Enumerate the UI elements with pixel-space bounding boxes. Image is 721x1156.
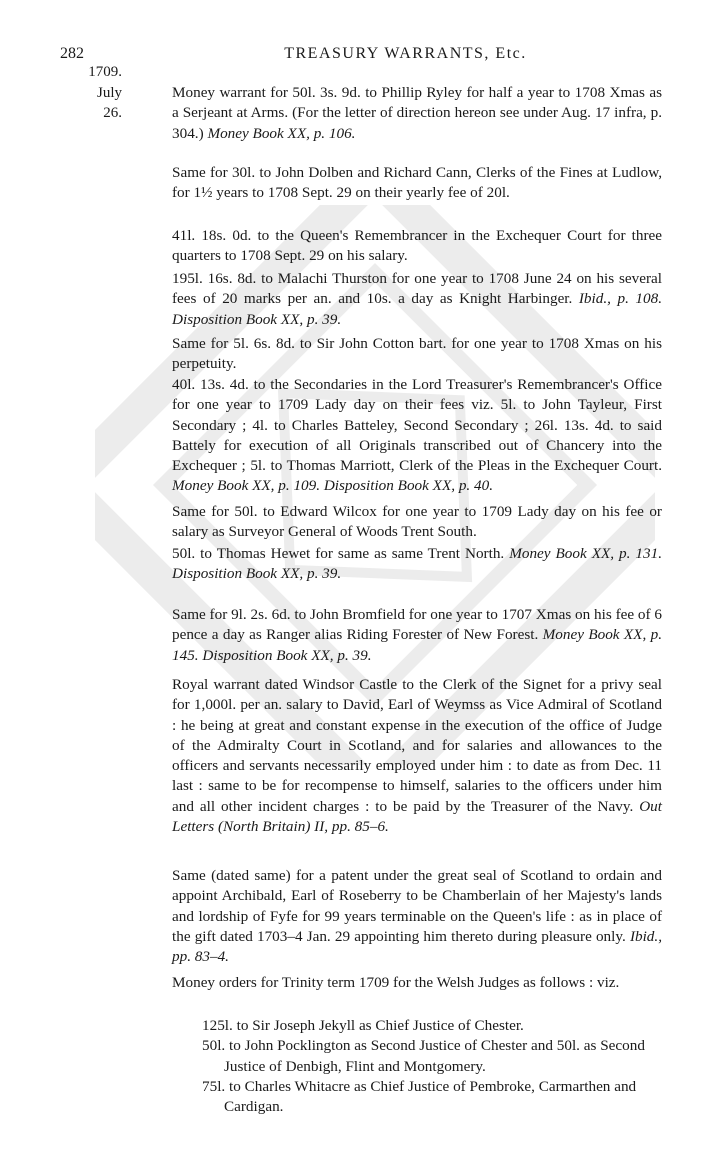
entry-reference: Ibid., pp. 83–4. — [172, 927, 662, 966]
entry-welsh-judges — [172, 973, 662, 993]
entry-text: Money warrant for 50l. 3s. 9d. to Phillip Ryley for half a year to 1708 Xmas as a Serjeant at Arms. (For the letter of direction hereon see under Aug. 17 infra, p. 304.) — [172, 84, 662, 142]
entry-secondaries — [172, 375, 662, 497]
running-title: TREASURY WARRANTS, Etc. — [284, 45, 527, 62]
entry-reference: Money Book XX, p. 106. — [207, 124, 356, 142]
entry-text: Same for 30l. to John Dolben and Richard Cann, Clerks of the Fines at Ludlow, for 1½ years to 1708 Sept. 29 on their yearly fee of 20l. — [172, 164, 662, 202]
entry-roseberry — [172, 866, 662, 967]
entry-reference: Money Book XX, p. 145. Disposition Book XX, p. 39. — [172, 626, 662, 664]
entry-text: Same for 9l. 2s. 6d. to John Bromfield for one year to 1707 Xmas on his fee of 6 pence a day as Ranger alias Riding Forester of New Forest. — [172, 606, 662, 644]
entry-weymss — [172, 675, 662, 837]
entry-reference: Out Letters (North Britain) II, pp. 85–6. — [172, 797, 662, 836]
entry-text: Royal warrant dated Windsor Castle to the Clerk of the Signet for a privy seal for 1,000l. per an. salary to David, Earl of Weymss as Vice Admiral of Scotland : he being at great and constant expense in the execution of the office of Judge of the Admiralty Court in Scotland, and for salaries and allowances to the officers and servants necessarily employed under him : to date as from Dec. 11 last : same to be for recompense to himself, salaries to the officers under him and all other incident charges : to be paid by the Treasurer of the Navy. — [172, 676, 662, 815]
entry-text: Money orders for Trinity term 1709 for the Welsh Judges as follows : viz. — [172, 974, 620, 991]
entry-hewet — [172, 544, 662, 585]
entry-text: Same for 50l. to Edward Wilcox for one year to 1709 Lady day on his fee or salary as Surveyor General of Woods Trent South. — [172, 503, 662, 541]
list-item: 125l. to Sir Joseph Jekyll as Chief Justice of Chester. — [202, 1017, 524, 1034]
margin-date: July 26. — [96, 85, 122, 121]
list-item: 50l. to John Pocklington as Second Justice of Chester and 50l. as Second Justice of Denbigh, Flint and Montgomery. — [202, 1037, 645, 1075]
entry-text: 50l. to Thomas Hewet for same as same Trent North. — [172, 545, 505, 562]
entry-text: Same for 5l. 6s. 8d. to Sir John Cotton bart. for one year to 1708 Xmas on his perpetuity. — [172, 335, 662, 373]
entry-cotton — [172, 334, 662, 375]
page-number: 282 — [60, 45, 84, 62]
margin-year: 1709. — [88, 64, 122, 80]
welsh-judges-list — [202, 1016, 662, 1117]
list-item: 75l. to Charles Whitacre as Chief Justice of Pembroke, Carmarthen and Cardigan. — [202, 1077, 637, 1116]
entry-wilcox — [172, 502, 662, 543]
entry-text: 41l. 18s. 0d. to the Queen's Remembrancer in the Exchequer Court for three quarters to 1708 Sept. 29 on his salary. — [172, 227, 662, 265]
entry-reference: Ibid., p. 108. Disposition Book XX, p. 39. — [172, 290, 662, 328]
entry-queens-remembrancer — [172, 226, 662, 267]
entry-thurston — [172, 269, 662, 330]
entry-text: Same (dated same) for a patent under the great seal of Scotland to ordain and appoint Archibald, Earl of Roseberry to be Chamberlain of her Majesty's lands and lordship of Fyfe for 99 years terminable on the Queen's life : as in place of the gift dated 1703–4 Jan. 29 appointing him thereto during pleasure only. — [172, 867, 662, 945]
entry-reference: Money Book XX, p. 109. Disposition Book XX, p. 40. — [172, 477, 493, 495]
entry-dolben-cann — [172, 163, 662, 204]
entry-text: 40l. 13s. 4d. to the Secondaries in the Lord Treasurer's Remembrancer's Office for one year to 1709 Lady day on their fees viz. 5l. to John Tayleur, First Secondary ; 4l. to Charles Batteley, Second Secondary ; 26l. 13s. 4d. to said Battely for execution of all Originals transcribed out of Chancery into the Exchequer ; 5l. to Thomas Marriott, Clerk of the Pleas in the Exchequer Court. — [172, 376, 662, 475]
entry-bromfield — [172, 605, 662, 666]
entry-reference: Money Book XX, p. 131. Disposition Book XX, p. 39. — [172, 545, 662, 583]
entry-ryley — [172, 83, 662, 144]
entry-text: 195l. 16s. 8d. to Malachi Thurston for one year to 1708 June 24 on his several fees of 20 marks per an. and 10s. a day as Knight Harbinger. — [172, 270, 662, 308]
